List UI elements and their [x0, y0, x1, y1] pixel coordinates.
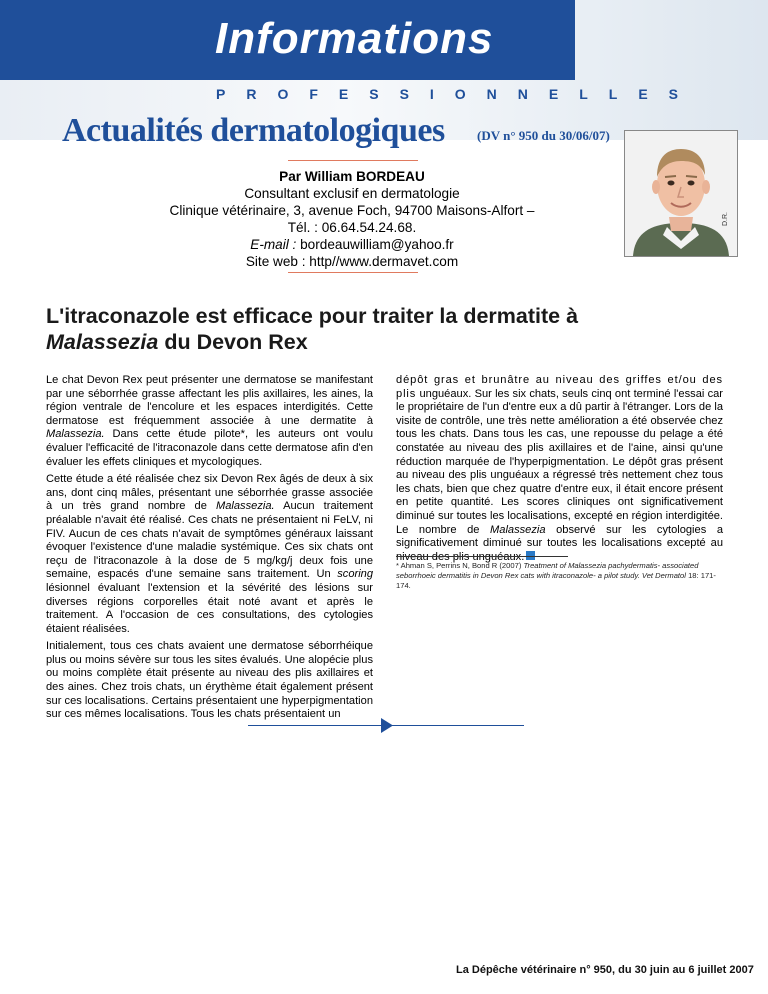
italic-text: Malassezia	[490, 523, 546, 536]
article-column-left	[46, 374, 373, 726]
magazine-section-title: Informations	[215, 14, 494, 63]
magazine-section-subtitle: PROFESSIONNELLES	[216, 86, 700, 102]
author-name: Par William BORDEAU	[279, 169, 425, 184]
issue-reference: (DV n° 950 du 30/06/07)	[477, 128, 610, 143]
text-run: Aucun traitement préalable n'avait été réalisé. Ces chats ne présentaient ni FeLV, ni FIV. Aucun de ces chats n'avait de symptômes généraux laissant évoquer l'existence d'une maladie systémique. Ces six chats ont reçu de l'itraconazole à la dose de 5 mg/kg/j deux fois une semaine, espacés d'une semaine sans traitement. Un	[46, 500, 373, 581]
text-run: Dans cette étude pilote*, les auteurs ont voulu évaluer l'efficacité de l'itraconazole dans cette dermatose afin d'en évaluer les effets cliniques et mycologiques.	[46, 428, 373, 468]
article-title	[46, 303, 686, 355]
page-footer: La Dépêche vétérinaire n° 950, du 30 juin au 6 juillet 2007	[456, 964, 754, 976]
author-block	[120, 168, 584, 270]
text-run: Le chat Devon Rex peut présenter une dermatose se manifestant par une séborrhée grasse affectant les plis axillaires, les aines, la région ventrale de l'encolure et les espaces interdigités. Cette dermatose est fréquemment associée à une dermatite à	[46, 374, 373, 427]
author-email[interactable]: bordeauwilliam@yahoo.fr	[300, 237, 454, 252]
photo-credit: D.R.	[722, 212, 729, 226]
article-title-italic: Malassezia	[46, 330, 159, 354]
paragraph	[46, 374, 373, 469]
italic-text: Treatment of Malassezia pachydermatis- associated seborrhoeic dermatitis in Devon Rex cats with itraconazole- a pilot study. Vet Dermatol	[396, 561, 699, 580]
italic-text: Malassezia.	[216, 500, 275, 513]
footnote-rule	[396, 556, 568, 557]
italic-text: scoring	[337, 568, 373, 581]
author-role: Consultant exclusif en dermatologie	[244, 186, 460, 201]
footnote	[396, 561, 724, 591]
text-run: Cette étude a été réalisée chez six Devon Rex âgés de deux à six ans, dont cinq mâles, présentant une séborrhée grasse associée à un très grand nombre de	[46, 473, 373, 513]
author-email-line	[120, 236, 584, 253]
author-top-rule	[288, 160, 418, 161]
divider-line-right	[392, 725, 524, 726]
column-title: Actualités dermatologiques	[62, 112, 445, 149]
paragraph	[396, 374, 723, 564]
article-title-line1: L'itraconazole est efficace pour traiter la dermatite à	[46, 304, 579, 328]
text-run: * Ahman S, Perrins N, Bond R (2007)	[396, 561, 524, 570]
author-website[interactable]: Site web : http//www.dermavet.com	[245, 254, 459, 269]
divider-line-left	[248, 725, 384, 726]
author-bottom-rule	[288, 272, 418, 273]
italic-text: Malassezia.	[46, 428, 105, 441]
text-run: observé sur les cytologies a significativement diminué sur toutes les localisations excepté au	[396, 523, 723, 550]
article-column-right	[396, 374, 723, 568]
email-label: E-mail :	[250, 237, 297, 252]
text-run: 18: 171-174.	[396, 571, 716, 590]
paragraph	[46, 473, 373, 636]
paragraph: Initialement, tous ces chats avaient une dermatose séborrhéique plus ou moins sévère sur tous les sites évalués. Une alopécie plus ou moins complète était présente au niveau des plis axillaires et des aines. Chez trois chats, un érythème était également présent sur ces localisations. Certains présentaient une hyperpigmentation sur ces mêmes localisations. Tous les chats présentaient un	[46, 640, 373, 721]
author-phone: Tél. : 06.64.54.24.68.	[287, 220, 417, 235]
author-address: Clinique vétérinaire, 3, avenue Foch, 94700 Maisons-Alfort –	[169, 203, 535, 218]
text-run: lésionnel évaluant l'extension et la sévérité des lésions sur diverses régions corporelles était noté avant et après le traitement. A l'occasion de ces consultations, des cytologies étaient réalisées.	[46, 581, 373, 635]
text-run: unguéaux. Sur les six chats, seuls cinq ont terminé l'essai car le propriétaire de l'un d'entre eux a dû partir à l'étranger. Lors de la visite de contrôle, une très nette amélioration a été observée chez tous les chats. Dans tous les cas, une repousse du pelage a été constatée au niveau des plis axillaires et de l'aine, ainsi qu'une réduction marquée de l'hyperpigmentation. Le dépôt gras présent au niveau des plis unguéaux a régressé très nettement chez tous les chats, bien que chez quatre d'entre eux, il était encore présent en petite quantité. Les scores cliniques ont significativement diminué sur toutes les localisations, excepté en région interdigitée. Le nombre de	[396, 387, 723, 536]
author-portrait-image	[625, 131, 737, 256]
author-photo	[624, 130, 738, 257]
article-title-rest: du Devon Rex	[158, 330, 308, 354]
text-run: dépôt gras et brunâtre au niveau des griffes et/ou des plis	[396, 374, 723, 400]
